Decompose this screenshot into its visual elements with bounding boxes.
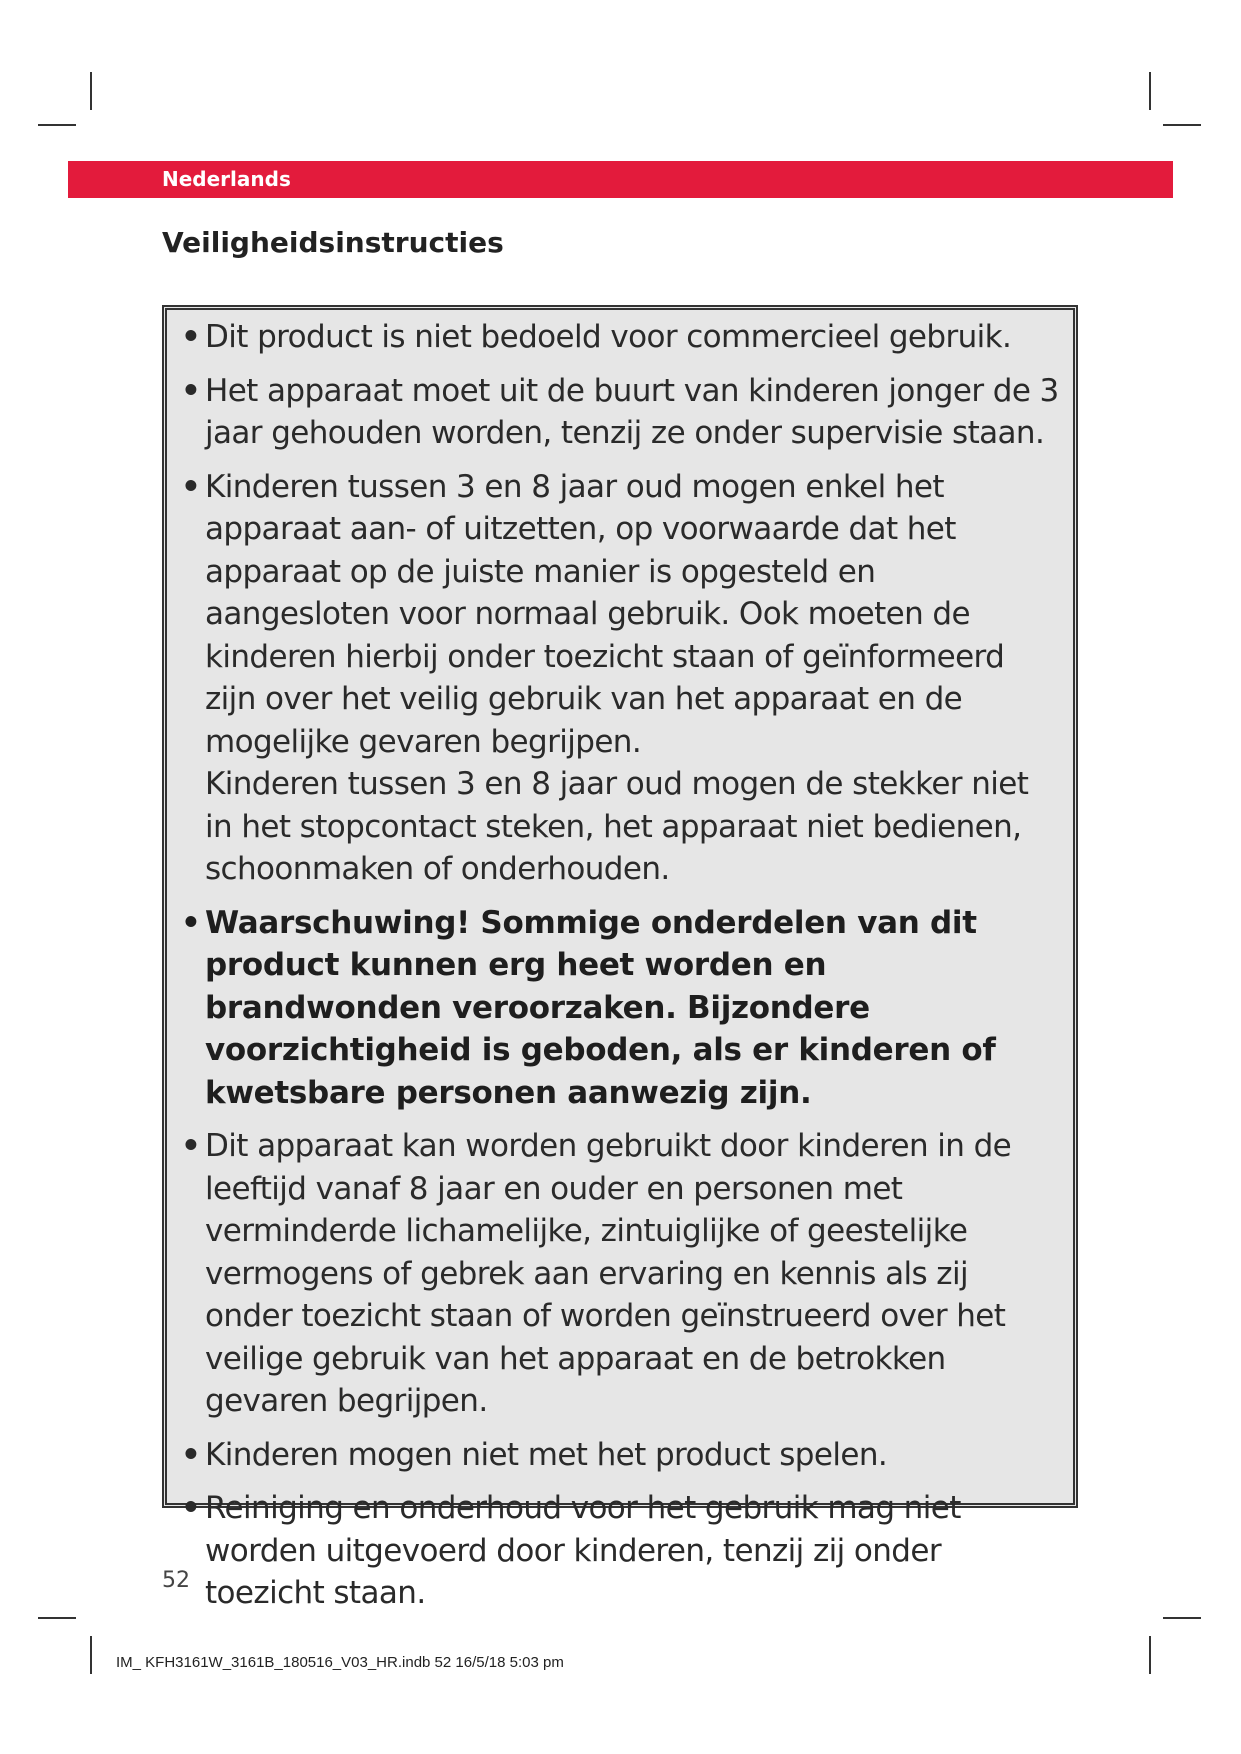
crop-mark <box>1163 124 1201 126</box>
warning-item <box>181 902 1059 1115</box>
instruction-text: Dit apparaat kan worden gebruikt door kinderen in de leeftijd vanaf 8 jaar en ouder en personen met verminderde lichamelijke, zintuiglijke of geestelijke vermogens of gebrek aan ervaring en kennis als zij onder toezicht staan of worden geïnstrueerd over het veilige gebruik van het apparaat en de betrokken gevaren begrijpen. <box>205 1128 1012 1419</box>
crop-mark <box>90 1636 92 1674</box>
list-item <box>181 316 1059 359</box>
warning-text: Waarschuwing! Sommige onderdelen van dit product kunnen erg heet worden en brandwonden veroorzaken. Bijzondere voorzichtigheid is geboden, als er kinderen of kwetsbare personen aanwezig zijn. <box>205 904 996 1111</box>
crop-mark <box>90 72 92 110</box>
crop-mark <box>1149 72 1151 110</box>
page-number: 52 <box>162 1568 190 1593</box>
instruction-text: Reiniging en onderhoud voor het gebruik mag niet worden uitgevoerd door kinderen, tenzij zij onder toezicht staan. <box>205 1490 961 1611</box>
crop-mark <box>38 1617 76 1619</box>
instruction-text: Kinderen mogen niet met het product spelen. <box>205 1436 888 1473</box>
bullet-icon: • <box>181 904 201 941</box>
instruction-text: Het apparaat moet uit de buurt van kinderen jonger de 3 jaar gehouden worden, tenzij ze onder supervisie staan. <box>205 372 1059 451</box>
bullet-icon: • <box>181 1128 201 1164</box>
section-title: Veiligheidsinstructies <box>162 226 504 259</box>
instruction-text: Kinderen tussen 3 en 8 jaar oud mogen de stekker niet in het stopcontact steken, het apparaat niet bedienen, schoonmaken of onderhouden. <box>205 766 1029 887</box>
list-item <box>181 370 1059 455</box>
instructions-list <box>167 310 1073 1615</box>
print-file-info: IM_ KFH3161W_3161B_180516_V03_HR.indb 52 16/5/18 5:03 pm <box>116 1654 564 1671</box>
list-item <box>181 1487 1059 1615</box>
list-item <box>181 1125 1059 1423</box>
crop-mark <box>38 124 76 126</box>
list-item <box>181 1434 1059 1477</box>
bullet-icon: • <box>181 319 201 355</box>
crop-mark <box>1163 1617 1201 1619</box>
list-item <box>181 466 1059 891</box>
instruction-text: Dit product is niet bedoeld voor commercieel gebruik. <box>205 319 1012 355</box>
crop-mark <box>1149 1636 1151 1674</box>
bullet-icon: • <box>181 372 201 409</box>
bullet-icon: • <box>181 1490 201 1526</box>
bullet-icon: • <box>181 1436 201 1473</box>
language-bar <box>68 161 1173 198</box>
bullet-icon: • <box>181 468 201 505</box>
language-label: Nederlands <box>162 167 291 191</box>
instruction-text: Kinderen tussen 3 en 8 jaar oud mogen enkel het apparaat aan- of uitzetten, op voorwaarde dat het apparaat op de juiste manier is opgesteld en aangesloten voor normaal gebruik. Ook moeten de kinderen hierbij onder toezicht staan of geïnformeerd zijn over het veilig gebruik van het apparaat en de mogelijke gevaren begrijpen. <box>205 468 1005 760</box>
